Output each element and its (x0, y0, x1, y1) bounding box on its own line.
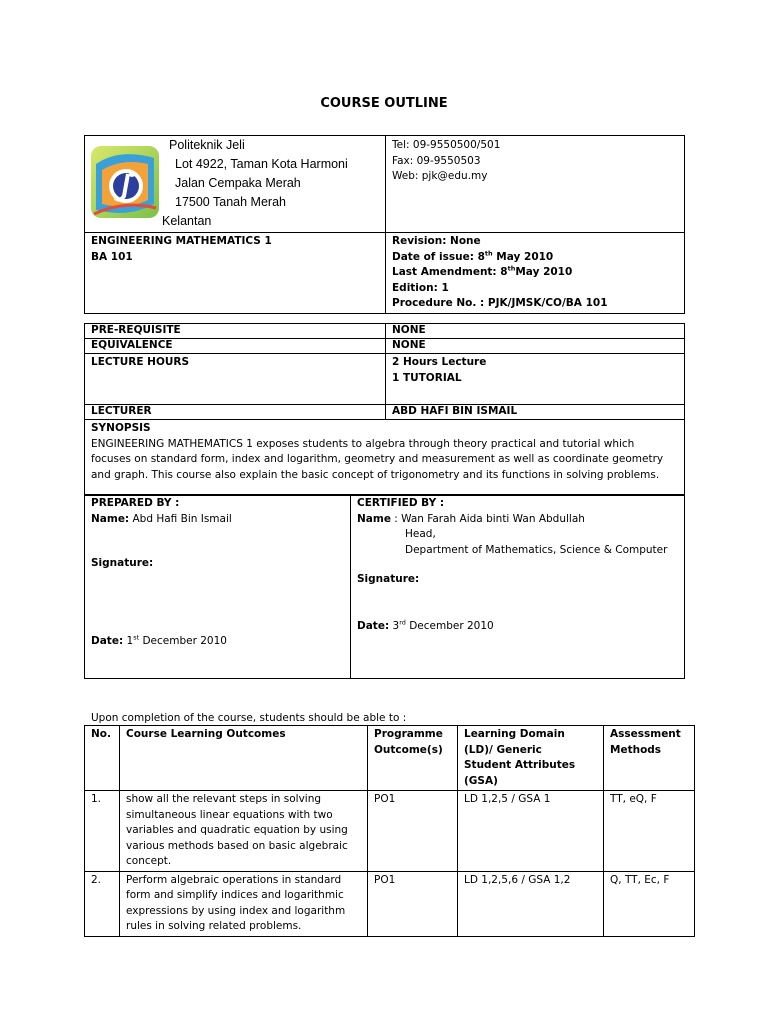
course-name: ENGINEERING MATHEMATICS 1 (91, 235, 272, 247)
hours-lecture: 2 Hours Lecture (392, 356, 487, 368)
prereq-value: NONE (386, 324, 685, 339)
contact-fax: Fax: 09-9550503 (392, 154, 481, 167)
page-title: COURSE OUTLINE (320, 96, 448, 111)
certified-cell (351, 495, 685, 679)
row-no: 1. (85, 791, 120, 872)
header-no: No. (85, 726, 120, 791)
synopsis-line-1: ENGINEERING MATHEMATICS 1 exposes students to algebra through theory practical and tutorial which (91, 437, 635, 450)
prereq-row (85, 324, 685, 339)
header-table (84, 135, 685, 314)
row-no: 2. (85, 871, 120, 936)
address-line-2: Jalan Cempaka Merah (175, 176, 301, 190)
row-clo: Perform algebraic operations in standard form and simplify indices and logarithmic expressions by using index and logarithm rules in solving related problems. (120, 871, 368, 936)
address-line-4: Kelantan (162, 214, 212, 228)
course-info-table (84, 323, 685, 496)
certified-dept: Department of Mathematics, Science & Computer (405, 543, 668, 556)
header-row-institution (85, 136, 685, 233)
prepared-cell (85, 495, 351, 679)
equiv-value: NONE (386, 339, 685, 354)
revision: Revision: None (392, 235, 481, 247)
hours-cell (386, 354, 685, 405)
table-row (85, 791, 695, 872)
edition: Edition: 1 (392, 281, 449, 294)
prepared-by-label: PREPARED BY : (91, 497, 180, 509)
approval-table (84, 494, 685, 679)
header-clo: Course Learning Outcomes (120, 726, 368, 791)
address-line-3: 17500 Tanah Merah (175, 195, 286, 209)
row-po: PO1 (368, 871, 458, 936)
lecturer-row (85, 405, 685, 420)
date-of-issue: Date of issue: 8th May 2010 (392, 249, 554, 263)
contact-cell (386, 136, 685, 233)
course-cell (85, 233, 386, 314)
equiv-row (85, 339, 685, 354)
politeknik-logo (90, 144, 160, 220)
address-line-1: Lot 4922, Taman Kota Harmoni (175, 157, 348, 171)
synopsis-line-2: focuses on standard form, index and logarithm, geometry and measurement as well as coordinate geometry (91, 453, 664, 465)
course-code: BA 101 (91, 250, 133, 263)
hours-label: LECTURE HOURS (85, 354, 386, 405)
outcomes-table (84, 725, 695, 937)
equiv-label: EQUIVALENCE (85, 339, 386, 354)
lecturer-value: ABD HAFI BIN ISMAIL (386, 405, 685, 420)
header-row-course (85, 233, 685, 314)
prepared-name: Name: Abd Hafi Bin Ismail (91, 512, 232, 525)
row-clo: show all the relevant steps in solving simultaneous linear equations with two variables and quadratic equation by using various methods based on basic algebraic concept. (120, 791, 368, 872)
revision-cell (386, 233, 685, 314)
hours-tutorial: 1 TUTORIAL (392, 371, 462, 384)
row-ld: LD 1,2,5,6 / GSA 1,2 (458, 871, 604, 936)
synopsis-cell (85, 420, 685, 496)
synopsis-row (85, 420, 685, 496)
row-assessment: Q, TT, Ec, F (604, 871, 695, 936)
certified-name: Name : Wan Farah Aida binti Wan Abdullah (357, 512, 585, 525)
hours-row (85, 354, 685, 405)
prereq-label: PRE-REQUISITE (85, 324, 386, 339)
last-amendment: Last Amendment: 8thMay 2010 (392, 264, 573, 278)
header-ld: Learning Domain (LD)/ Generic Student Attributes (GSA) (458, 726, 604, 791)
outcomes-header-row (85, 726, 695, 791)
certified-by-label: CERTIFIED BY : (357, 497, 445, 509)
certified-date: Date: 3rd December 2010 (357, 618, 494, 632)
outcomes-intro: Upon completion of the course, students should be able to : (91, 712, 407, 724)
certified-role: Head, (405, 528, 436, 540)
synopsis-label: SYNOPSIS (91, 422, 151, 434)
lecturer-label: LECTURER (85, 405, 386, 420)
row-po: PO1 (368, 791, 458, 872)
row-assessment: TT, eQ, F (604, 791, 695, 872)
prepared-date: Date: 1st December 2010 (91, 633, 227, 647)
header-assessment: Assessment Methods (604, 726, 695, 791)
synopsis-line-3: and graph. This course also explain the basic concept of trigonometry and its functions in solving problems. (91, 468, 660, 481)
table-row (85, 871, 695, 936)
header-po: Programme Outcome(s) (368, 726, 458, 791)
certified-signature-label: Signature: (357, 573, 420, 585)
contact-tel: Tel: 09-9550500/501 (392, 139, 501, 151)
row-ld: LD 1,2,5 / GSA 1 (458, 791, 604, 872)
contact-web: Web: pjk@edu.my (392, 170, 488, 182)
procedure-no: Procedure No. : PJK/JMSK/CO/BA 101 (392, 297, 608, 309)
prepared-signature-label: Signature: (91, 557, 154, 569)
institution-name: Politeknik Jeli (169, 138, 245, 152)
